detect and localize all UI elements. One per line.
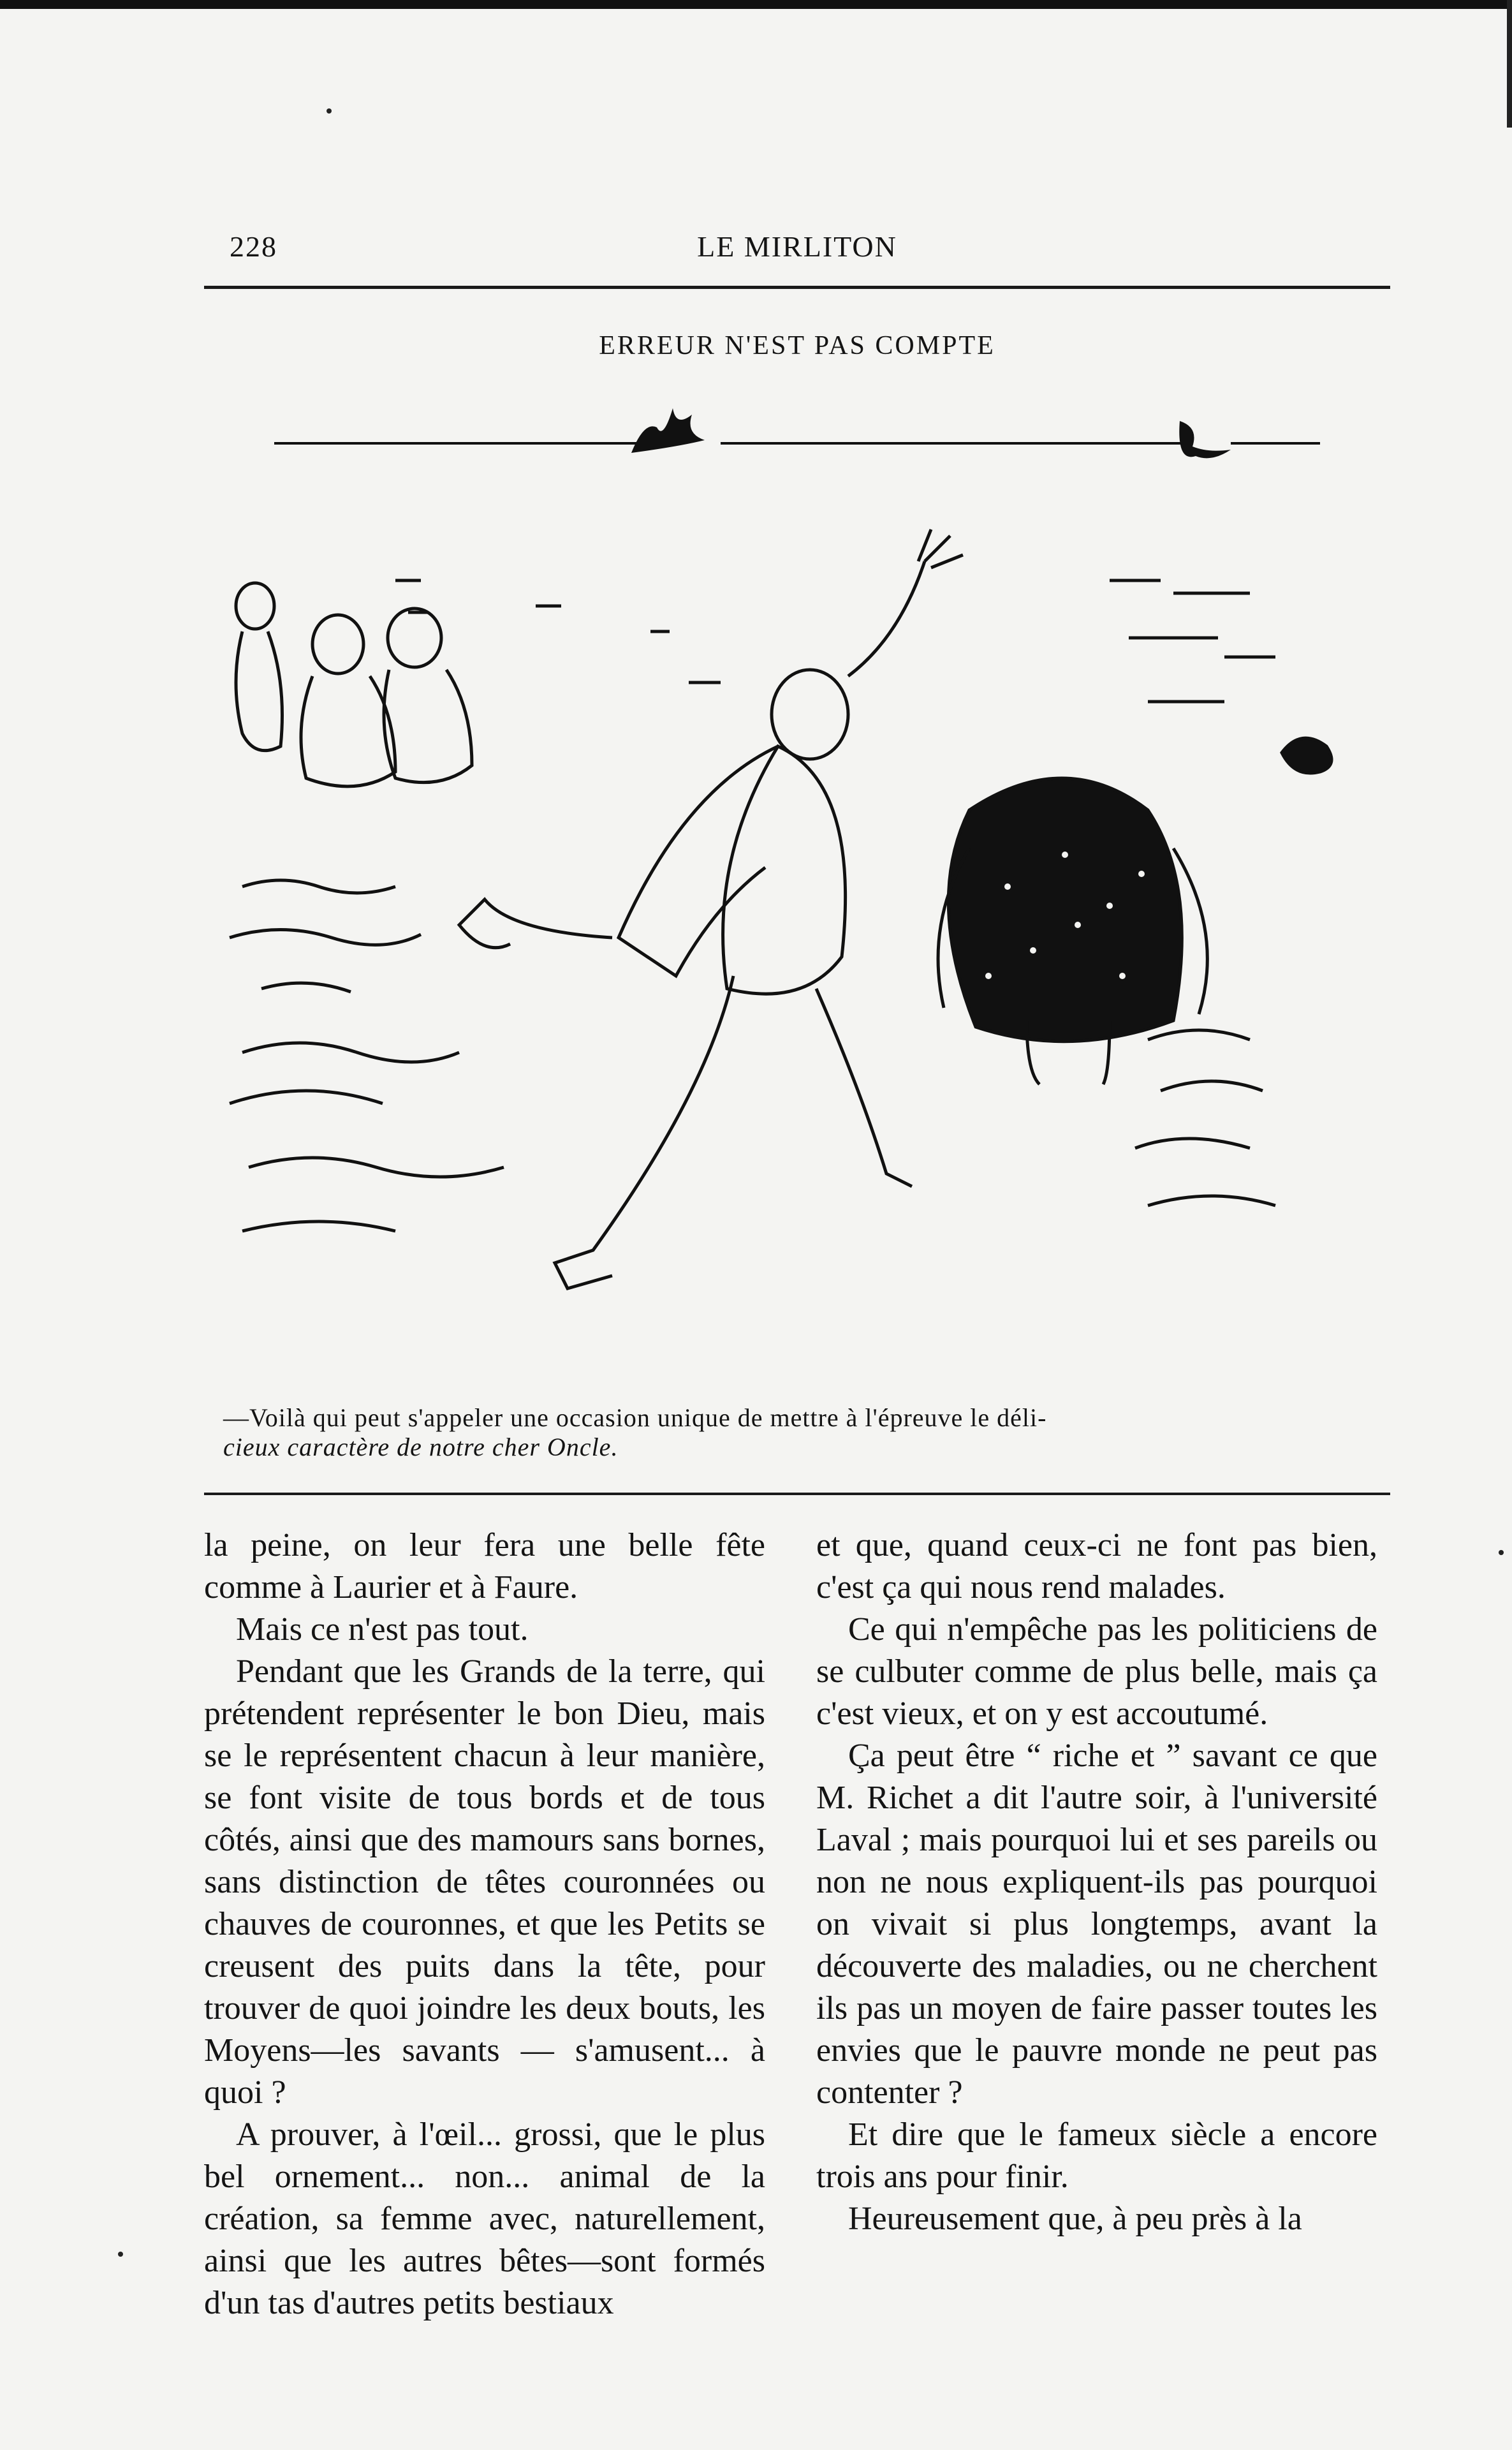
column-left	[204, 1524, 765, 2324]
bathers-cartoon-illustration	[204, 491, 1390, 1365]
ink-speck	[1499, 1550, 1504, 1555]
paragraph: Ça peut être “ riche et ” savant ce que M. Richet a dit l'autre soir, à l'université Laval ; mais pourquoi lui et ses pareils ou non ne nous expliquent-ils pas pourquoi on vivait si plus longtemps, avant la découverte des maladies, ou ne cherchent ils pas un moyen de faire passer toutes les envies que le pauvre monde ne peut pas contenter ?	[816, 1738, 1377, 2111]
title-ornament	[274, 408, 1320, 466]
page-header	[204, 230, 1390, 274]
column-divider	[796, 1505, 797, 2303]
paragraph: Mais ce n'est pas tout.	[236, 1611, 529, 1648]
paragraph: Ce qui n'empêche pas les politiciens de se culbuter comme de plus belle, mais ça c'est vieux, et on y est accoutumé.	[816, 1611, 1377, 1732]
page	[204, 0, 1390, 2450]
paragraph: Heureusement que, à peu près à la	[848, 2201, 1302, 2237]
caption-line-main: —Voilà qui peut s'appeler une occasion unique de mettre à l'épreuve le déli-	[223, 1403, 1047, 1432]
paragraph: et que, quand ceux-ci ne font pas bien, c'est ça qui nous rend malades.	[816, 1527, 1377, 1605]
caption-line-italic: cieux caractère de notre cher Oncle.	[223, 1433, 619, 1461]
paragraph: Pendant que les Grands de la terre, qui prétendent représenter le bon Dieu, mais se le représentent chacun à leur manière, se font visite de tous bords et de tous côtés, ainsi que des mamours sans bornes, sans distinction de têtes couronnées ou chauves de couronnes, et que les Petits se creusent des puits dans la tête, pour trouver de quoi joindre les deux bouts, les Moyens—les savants — s'amusent... à quoi ?	[204, 1653, 765, 2111]
running-title: LE MIRLITON	[697, 230, 897, 263]
paragraph: la peine, on leur fera une belle fête comme à Laurier et à Faure.	[204, 1527, 765, 1605]
column-right	[816, 1524, 1377, 2240]
paragraph: Et dire que le fameux siècle a encore trois ans pour finir.	[816, 2116, 1377, 2195]
scan-edge-right	[1507, 0, 1512, 128]
ink-speck	[118, 2252, 123, 2257]
section-rule	[204, 1493, 1390, 1495]
header-rule	[204, 286, 1390, 289]
page-number: 228	[230, 230, 277, 263]
paragraph: A prouver, à l'œil... grossi, que le plus bel ornement... non... animal de la création, sa femme avec, naturellement, ainsi que les autres bêtes—sont formés d'un tas d'autres petits bestiaux	[204, 2116, 765, 2321]
article-title: ERREUR N'EST PAS COMPTE	[599, 331, 995, 360]
illustration-caption	[223, 1403, 1365, 1462]
